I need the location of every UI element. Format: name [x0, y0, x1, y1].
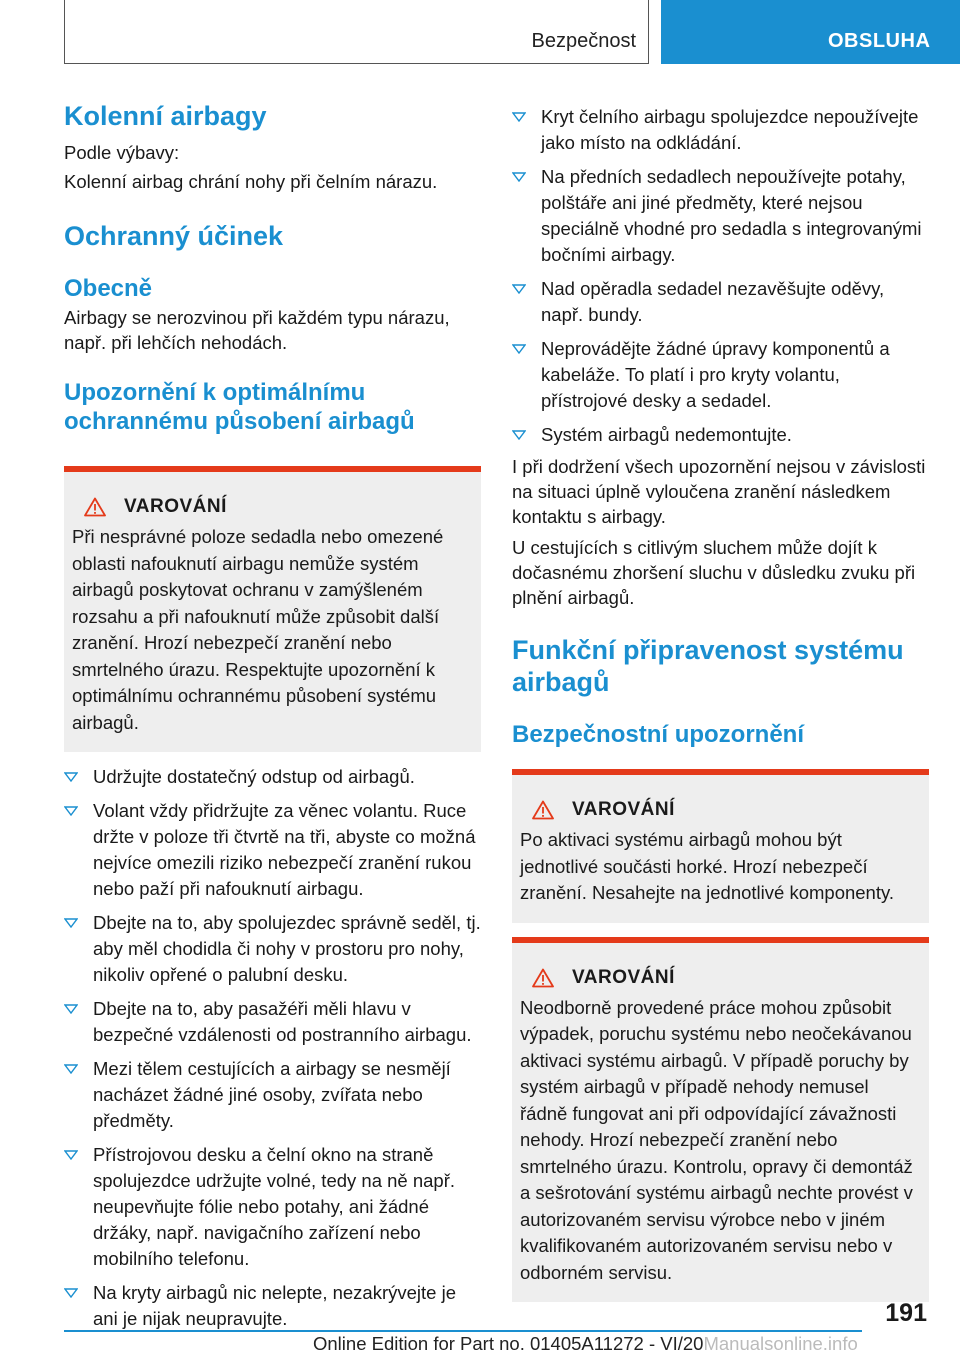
heading-safety-notes: Bezpečnostní upozornění [512, 721, 805, 748]
edition-text: Online Edition for Part no. 01405A11272 - VI/20 [313, 1333, 704, 1354]
heading-system-readiness: Funkční připravenost systému airbagů [512, 635, 904, 697]
list-item: Nad opěradla sedadel nezavěšujte oděvy, např. bundy. [512, 276, 929, 328]
bullet-list-left [64, 764, 481, 1332]
heading-protection-notes: Upozornění k optimálnímu ochrannému působení airbagů [64, 379, 415, 435]
warning-triangle-icon [532, 800, 554, 820]
heading-protective-effect: Ochranný účinek [64, 221, 284, 251]
header-chapter-tab: OBSLUHA [661, 0, 960, 64]
footer-rule [64, 1330, 862, 1332]
heading-general: Obecně [64, 275, 153, 302]
left-column [64, 100, 481, 1332]
list-item: Neprovádějte žádné úpravy komponentů a kabeláže. To platí i pro kryty volantu, přístrojové desky a sedadel. [512, 336, 929, 414]
paragraph-hearing-note: U cestujících s citlivým sluchem může dojít k dočasnému zhoršení sluchu v důsledku zvuku při plnění airbagů. [512, 537, 916, 608]
bullet-triangle-icon [512, 430, 526, 440]
list-item: Přístrojovou desku a čelní okno na straně spolujezdce udržujte volné, tedy na ně např. neupevňujte fólie nebo potahy, ani žádné držáky, např. navigačního zařízení nebo mobilního telefonu. [64, 1142, 481, 1272]
bullet-triangle-icon [512, 344, 526, 354]
bullet-triangle-icon [64, 1004, 78, 1014]
warning-header [520, 965, 921, 991]
paragraph-injury-note: I při dodržení všech upozornění nejsou v závislosti na situaci úplně vyloučena zranění následkem kontaktu s airbagy. [512, 456, 926, 527]
list-item: Systém airbagů nedemontujte. [512, 422, 929, 448]
page-number: 191 [885, 1299, 927, 1327]
bullet-triangle-icon [64, 1064, 78, 1074]
bullet-triangle-icon [64, 1150, 78, 1160]
warning-text: Po aktivaci systému airbagů mohou být jednotlivé součásti horké. Hrozí nebezpečí zranění. Nesahejte na jednotlivé komponenty. [520, 829, 895, 903]
header-section-title: Bezpečnost [531, 30, 636, 52]
warning-triangle-icon [84, 497, 106, 517]
bullet-triangle-icon [512, 284, 526, 294]
warning-box [64, 466, 481, 752]
equipment-note: Podle výbavy: [64, 142, 180, 163]
bullet-triangle-icon [64, 772, 78, 782]
bullet-triangle-icon [512, 172, 526, 182]
warning-text: Při nesprávné poloze sedadla nebo omezené oblasti nafouknutí airbagu nemůže systém airbagů poskytovat ochranu v zamýšleném rozsahu a při nafouknutí může způsobit další zranění. Hrozí nebezpečí zranění nebo smrtelného úrazu. Respektujte upozornění k optimálnímu ochrannému působení systému airbagů. [72, 526, 444, 733]
knee-airbag-text: Kolenní airbag chrání nohy při čelním nárazu. [64, 171, 438, 192]
watermark: Manualsonline.info [703, 1333, 858, 1354]
list-item: Mezi tělem cestujících a airbagy se nesmějí nacházet žádné jiné osoby, zvířata nebo předměty. [64, 1056, 481, 1134]
warning-label: VAROVÁNÍ [572, 966, 675, 988]
warning-text: Neodborně provedené práce mohou způsobit výpadek, poruchu systému nebo neočekávanou aktivaci systému airbagů. V případě poruchy by systém airbagů v případě nehody nemusel řádně fungovat ani při odpovídající závažnosti nehody. Hrozí nebezpečí zranění nebo smrtelného úrazu. Kontrolu, opravy či demontáž a sešrotování systému airbagů nechte provést v autorizovaném servisu výrobce nebo v jiném kvalifikovaném autorizovaném servisu nebo v odborném servisu. [520, 996, 913, 1283]
bullet-triangle-icon [64, 1288, 78, 1298]
warning-triangle-icon [532, 968, 554, 988]
bullet-triangle-icon [512, 112, 526, 122]
right-column [512, 104, 929, 1302]
warning-box [512, 769, 929, 923]
list-item: Dbejte na to, aby spolujezdec správně seděl, tj. aby měl chodidla či nohy v prostoru pro nohy, nikoliv opřené o palubní desku. [64, 910, 481, 988]
heading-knee-airbags: Kolenní airbagy [64, 101, 267, 131]
list-item: Volant vždy přidržujte za věnec volantu. Ruce držte v poloze tři čtvrtě na tři, abyste co možná nejvíce omezili riziko nebezpečí zranění rukou nebo paží při nafouknutí airbagu. [64, 798, 481, 902]
list-item: Na kryty airbagů nic nelepte, nezakrývejte je ani je nijak neupravujte. [64, 1280, 481, 1332]
general-text: Airbagy se nerozvinou při každém typu nárazu, např. při lehčích nehodách. [64, 307, 450, 353]
warning-label: VAROVÁNÍ [124, 496, 227, 517]
warning-box [512, 937, 929, 1303]
list-item: Udržujte dostatečný odstup od airbagů. [64, 764, 481, 790]
list-item: Dbejte na to, aby pasažéři měli hlavu v bezpečné vzdálenosti od postranního airbagu. [64, 996, 481, 1048]
bullet-triangle-icon [64, 806, 78, 816]
bullet-triangle-icon [64, 918, 78, 928]
warning-header [520, 797, 921, 823]
bullet-list-right [512, 104, 929, 448]
header-box [64, 0, 649, 64]
warning-header [72, 494, 473, 520]
footer-edition [313, 1333, 858, 1355]
list-item: Kryt čelního airbagu spolujezdce nepoužívejte jako místo na odkládání. [512, 104, 929, 156]
list-item: Na předních sedadlech nepoužívejte potahy, polštáře ani jiné předměty, které nejsou speciálně vhodné pro sedadla s integrovanými bočními airbagy. [512, 164, 929, 268]
warning-label: VAROVÁNÍ [572, 799, 675, 820]
